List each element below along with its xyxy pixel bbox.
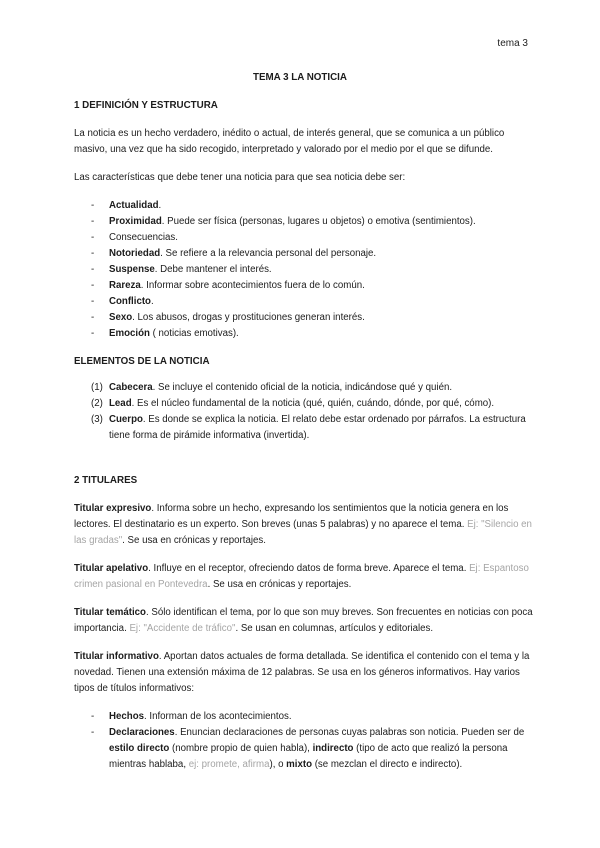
list-item: (1) Cabecera. Se incluye el contenido oficial de la noticia, indicándose qué y quién. — [91, 382, 453, 393]
page-header-label: tema 3 — [497, 38, 528, 49]
list-item: - Actualidad. — [74, 198, 534, 214]
section-heading-titulares: 2 TITULARES — [74, 475, 138, 486]
list-item: - Hechos. Informan de los acontecimientos. — [74, 709, 534, 725]
list-item: - Emoción ( noticias emotivas). — [74, 326, 534, 342]
informative-types-list — [74, 709, 534, 773]
list-item: - Declaraciones. Enuncian declaraciones de personas cuyas palabras son noticia. Pueden ser de estilo directo (nombre propio de quien habla), indirecto (tipo de acto que realizó la persona mientras hablaba, ej: promete, afirma), o mixto (se mezclan el directo e indirecto). — [74, 725, 534, 773]
list-item: (2) Lead. Es el núcleo fundamental de la noticia (qué, quién, cuándo, dónde, por qué, cómo). — [91, 398, 495, 409]
document-title: TEMA 3 LA NOTICIA — [253, 72, 347, 83]
list-item: - Consecuencias. — [74, 230, 534, 246]
titular-informativo-paragraph: Titular informativo. Aportan datos actuales de forma detallada. Se identifica el contenido con el tema y la novedad. Tienen una extensión máxima de 12 palabras. Se usa en los géneros informativos. Hay varios tipos de títulos informativos: — [74, 651, 530, 694]
list-item: - Suspense. Debe mantener el interés. — [74, 262, 534, 278]
titular-expresivo-paragraph: Titular expresivo. Informa sobre un hecho, expresando los sentimientos que la noticia genera en los lectores. El destinatario es un experto. Son breves (unas 5 palabras) y no aparece el tema. Ej: "Silencio en las gradas". Se usa en crónicas y reportajes. — [74, 503, 532, 546]
list-item: - Proximidad. Puede ser física (personas, lugares u objetos) o emotiva (sentimientos). — [74, 214, 534, 230]
list-item: - Notoriedad. Se refiere a la relevancia personal del personaje. — [74, 246, 534, 262]
list-item: (3) Cuerpo. Es donde se explica la noticia. El relato debe estar ordenado por párrafos. La estructura tiene forma de pirámide informativa (invertida). — [91, 414, 526, 441]
elements-list — [74, 380, 534, 444]
definition-paragraph: La noticia es un hecho verdadero, inédito o actual, de interés general, que se comunica a un público masivo, una vez que ha sido recogido, interpretado y valorado por el medio por el que se difunde. — [74, 128, 505, 155]
titular-tematico-paragraph: Titular temático. Sólo identifican el tema, por lo que son muy breves. Son frecuentes en noticias con poca importancia. Ej: "Accidente de tráfico". Se usan en columnas, artículos y editoriales. — [74, 607, 533, 634]
document-body — [74, 98, 534, 773]
characteristics-list — [74, 198, 534, 342]
characteristics-intro: Las características que debe tener una noticia para que sea noticia debe ser: — [74, 172, 406, 183]
list-item: - Conflicto. — [74, 294, 534, 310]
section-heading-elementos: ELEMENTOS DE LA NOTICIA — [74, 356, 210, 367]
titular-apelativo-paragraph: Titular apelativo. Influye en el receptor, ofreciendo datos de forma breve. Aparece el tema. Ej: Espantoso crimen pasional en Pontevedra. Se usa en crónicas y reportajes. — [74, 563, 529, 590]
list-item: - Sexo. Los abusos, drogas y prostituciones generan interés. — [74, 310, 534, 326]
list-item: - Rareza. Informar sobre acontecimientos fuera de lo común. — [74, 278, 534, 294]
section-heading-definicion: 1 DEFINICIÓN Y ESTRUCTURA — [74, 100, 218, 111]
